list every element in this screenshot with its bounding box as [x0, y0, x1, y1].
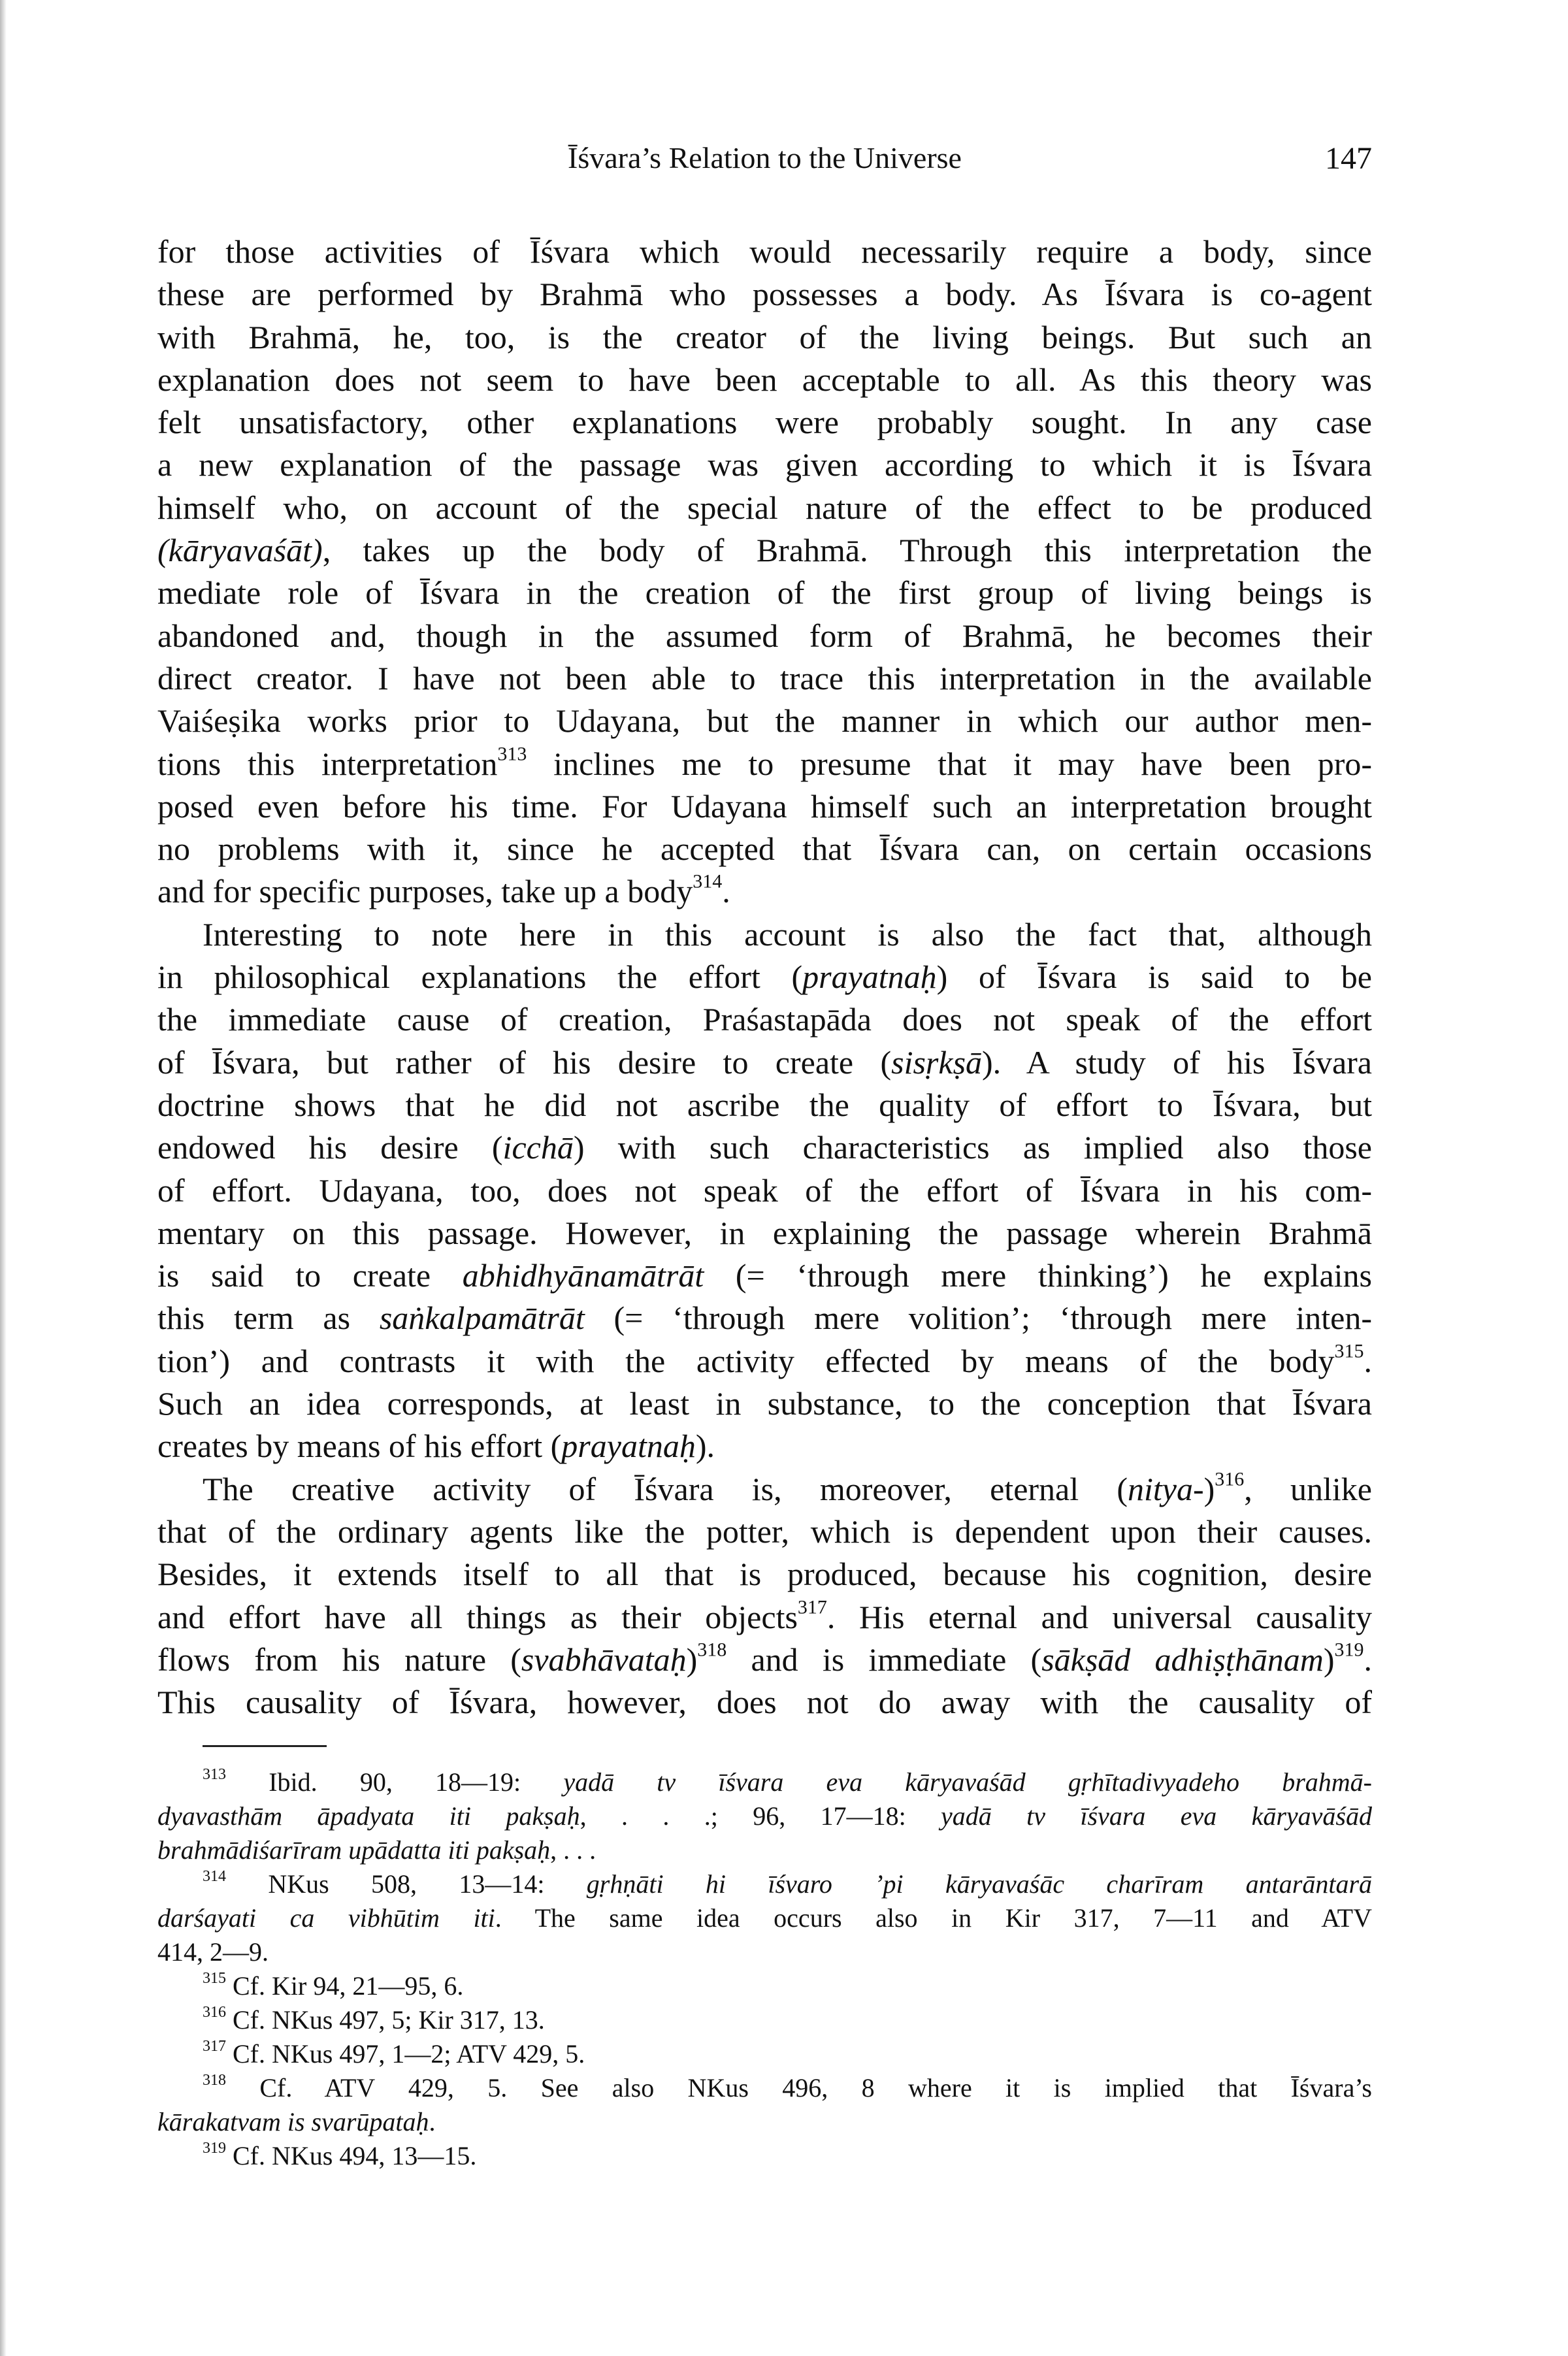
- text-run: Besides, it extends itself to all that is produced, because his cognition, desire: [157, 1556, 1372, 1593]
- paragraph-line: [157, 998, 1372, 1041]
- paragraph-line: [157, 913, 1372, 956]
- text-run: felt unsatisfactory, other explanations were probably sought. In any case: [157, 404, 1372, 441]
- text-run: ) with such characteristics as implied also those: [573, 1129, 1372, 1166]
- text-run: a new explanation of the passage was given according to which it is Īśvara: [157, 446, 1372, 483]
- footnote-line: [157, 1867, 1372, 1901]
- italic-run: svabhāvataḥ: [521, 1641, 687, 1678]
- footnote-line: [157, 2105, 1372, 2139]
- text-run: that of the ordinary agents like the potter, which is dependent upon their causes.: [157, 1513, 1372, 1550]
- text-run: , . . .: [550, 1835, 596, 1865]
- text-run: The creative activity of Īśvara is, moreover, eternal (: [203, 1470, 1128, 1507]
- italic-run: nitya-: [1128, 1470, 1204, 1507]
- paragraph-line: [157, 401, 1372, 444]
- text-run: for those activities of Īśvara which would necessarily require a body, since: [157, 233, 1372, 270]
- text-run: Such an idea corresponds, at least in substance, to the conception that Īśvara: [157, 1385, 1372, 1422]
- footnote-separator-rule: [203, 1745, 327, 1747]
- text-run: Cf. NKus 497, 5; Kir 317, 13.: [226, 2005, 545, 2035]
- text-run: 414, 2—9.: [157, 1937, 269, 1967]
- text-run: and for specific purposes, take up a body: [157, 873, 693, 910]
- paragraph-line: [157, 870, 1372, 913]
- text-run: , . . .; 96, 17—18:: [580, 1801, 941, 1831]
- footnote-ref: 316: [203, 2004, 226, 2021]
- italic-run: dyavasthām āpadyata iti pakṣaḥ: [157, 1801, 580, 1831]
- text-run: inclines me to presume that it may have been pro-: [527, 745, 1372, 782]
- text-run: of Īśvara, but rather of his desire to create (: [157, 1043, 892, 1081]
- text-run: ): [1323, 1641, 1335, 1678]
- running-header: [157, 140, 1372, 184]
- footnote-ref: 313: [203, 1766, 226, 1783]
- footnote: [157, 1867, 1372, 1969]
- running-title: Īśvara’s Relation to the Universe: [568, 141, 962, 174]
- paragraph-line: [157, 1170, 1372, 1212]
- footnote-ref: 318: [203, 2072, 226, 2089]
- text-run: and effort have all things as their objects: [157, 1598, 798, 1635]
- footnote-line: [157, 1765, 1372, 1799]
- text-run: no problems with it, since he accepted that Īśvara can, on certain occasions: [157, 830, 1372, 868]
- footnote: [157, 1969, 1372, 2003]
- text-run: doctrine shows that he did not ascribe the quality of effort to Īśvara, but: [157, 1086, 1372, 1123]
- text-run: tions this interpretation: [157, 745, 498, 782]
- footnote: [157, 2037, 1372, 2071]
- text-run: with Brahmā, he, too, is the creator of the living beings. But such an: [157, 318, 1372, 355]
- paragraph-line: [157, 700, 1372, 742]
- page-number: 147: [1325, 141, 1372, 176]
- footnote: [157, 2071, 1372, 2139]
- text-run: ). A study of his Īśvara: [982, 1043, 1372, 1081]
- paragraph-line: [157, 1553, 1372, 1595]
- italic-run: yadā tv īśvara eva kāryavaśād gṛhītadivyadeho brahmā-: [563, 1767, 1372, 1797]
- text-run: Vaiśeṣika works prior to Udayana, but the manner in which our author men-: [157, 702, 1372, 740]
- italic-run: abhidhyānamātrāt: [462, 1257, 704, 1294]
- paragraph-line: [157, 743, 1372, 785]
- text-run: . The same idea occurs also in Kir 317, 7—11 and ATV: [495, 1903, 1372, 1933]
- footnote-line: [157, 1935, 1372, 1969]
- text-run: direct creator. I have not been able to trace this interpretation in the available: [157, 659, 1372, 696]
- text-run: , unlike: [1244, 1470, 1372, 1507]
- italic-run: (kāryavaśāt): [157, 532, 323, 569]
- paragraph-line: [157, 359, 1372, 401]
- text-run: is said to create: [157, 1257, 463, 1294]
- italic-run: gṛhṇāti hi īśvaro ’pi kāryavaśāc charīram antarāntarā: [586, 1869, 1372, 1899]
- paragraph-line: [157, 1596, 1372, 1639]
- text-run: endowed his desire (: [157, 1129, 503, 1166]
- paragraph-line: [157, 529, 1372, 572]
- text-run: these are performed by Brahmā who possesses a body. As Īśvara is co-agent: [157, 276, 1372, 313]
- text-run: ).: [695, 1428, 715, 1465]
- paragraph-line: [157, 1383, 1372, 1425]
- text-run: himself who, on account of the special nature of the effect to be produced: [157, 489, 1372, 526]
- footnote-line: [157, 2003, 1372, 2037]
- body-text: [157, 231, 1372, 1724]
- paragraph-line: [157, 956, 1372, 998]
- footnote: [157, 2139, 1372, 2173]
- italic-run: icchā: [502, 1129, 574, 1166]
- paragraph-line: [157, 1425, 1372, 1467]
- footnote-ref: 313: [497, 743, 527, 765]
- paragraph-line: [157, 1041, 1372, 1084]
- italic-run: sākṣād adhiṣṭhānam: [1041, 1641, 1324, 1678]
- paragraph-line: [157, 1084, 1372, 1126]
- text-run: in philosophical explanations the effort (: [157, 958, 803, 996]
- paragraph-line: [157, 444, 1372, 486]
- paragraph-line: [157, 273, 1372, 316]
- text-run: posed even before his time. For Udayana himself such an interpretation brought: [157, 787, 1372, 825]
- paragraph-line: [157, 615, 1372, 657]
- paragraph-line: [157, 657, 1372, 700]
- text-run: explanation does not seem to have been acceptable to all. As this theory was: [157, 361, 1372, 398]
- paragraph: [157, 231, 1372, 913]
- paragraph-line: [157, 1340, 1372, 1383]
- text-run: .: [1364, 1641, 1372, 1678]
- text-run: creates by means of his effort (: [157, 1428, 562, 1465]
- text-run: flows from his nature (: [157, 1641, 521, 1678]
- footnote-line: [157, 1901, 1372, 1935]
- text-run: .: [722, 873, 730, 910]
- italic-run: prayatnaḥ: [561, 1428, 696, 1465]
- italic-run: prayatnaḥ: [802, 958, 937, 996]
- italic-run: sisṛkṣā: [891, 1043, 983, 1081]
- paragraph-line: [157, 1212, 1372, 1254]
- text-run: Cf. NKus 497, 1—2; ATV 429, 5.: [226, 2039, 585, 2069]
- text-run: .: [429, 2107, 436, 2136]
- footnote-ref: 315: [203, 1970, 226, 1987]
- paragraph-line: [157, 1126, 1372, 1169]
- paragraph-line: [157, 828, 1372, 870]
- footnote-line: [157, 1969, 1372, 2003]
- footnote-ref: 317: [797, 1596, 827, 1618]
- paragraph-line: [157, 1681, 1372, 1724]
- paragraph-line: [157, 785, 1372, 828]
- footnote-ref: 314: [203, 1868, 226, 1885]
- text-run: of effort. Udayana, too, does not speak of the effort of Īśvara in his com-: [157, 1171, 1372, 1209]
- italic-run: kārakatvam is svarūpataḥ: [157, 2107, 429, 2136]
- footnote: [157, 1765, 1372, 1867]
- paragraph-line: [157, 487, 1372, 529]
- text-run: Ibid. 90, 18—19:: [226, 1767, 564, 1797]
- footnote-line: [157, 2037, 1372, 2071]
- footnote-ref: 318: [697, 1639, 727, 1661]
- text-run: This causality of Īśvara, however, does not do away with the causality of: [157, 1684, 1372, 1721]
- text-run: Interesting to note here in this account is also the fact that, although: [203, 915, 1372, 953]
- footnote-ref: 314: [693, 870, 723, 892]
- text-run: mentary on this passage. However, in explaining the passage wherein Brahmā: [157, 1214, 1372, 1251]
- footnote-ref: 317: [203, 2038, 226, 2055]
- paragraph: [157, 913, 1372, 1468]
- text-run: .: [1364, 1342, 1372, 1379]
- text-run: tion’) and contrasts it with the activity effected by means of the body: [157, 1342, 1335, 1379]
- text-run: ) of Īśvara is said to be: [936, 958, 1372, 996]
- text-run: . His eternal and universal causality: [826, 1598, 1372, 1635]
- paragraph-line: [157, 572, 1372, 614]
- text-run: Cf. ATV 429, 5. See also NKus 496, 8 where it is implied that Īśvara’s: [226, 2073, 1372, 2102]
- text-run: ): [686, 1641, 698, 1678]
- footnote-ref: 315: [1334, 1340, 1364, 1362]
- text-run: ): [1203, 1470, 1215, 1507]
- paragraph-line: [157, 231, 1372, 273]
- footnote-ref: 316: [1215, 1468, 1245, 1490]
- text-run: , takes up the body of Brahmā. Through this interpretation the: [322, 532, 1372, 569]
- text-run: (= ‘through mere thinking’) he explains: [704, 1257, 1372, 1294]
- italic-run: darśayati ca vibhūtim iti: [157, 1903, 495, 1933]
- text-run: NKus 508, 13—14:: [226, 1869, 587, 1899]
- italic-run: brahmādiśarīram upādatta iti pakṣaḥ: [157, 1835, 551, 1865]
- text-run: mediate role of Īśvara in the creation of the first group of living beings is: [157, 574, 1372, 612]
- paragraph: [157, 1468, 1372, 1724]
- paragraph-line: [157, 1254, 1372, 1297]
- footnote-line: [157, 1799, 1372, 1833]
- footnote-ref: 319: [203, 2140, 226, 2157]
- text-run: Cf. Kir 94, 21—95, 6.: [226, 1971, 464, 2001]
- footnote-line: [157, 2071, 1372, 2105]
- paragraph-line: [157, 1639, 1372, 1681]
- paragraph-line: [157, 316, 1372, 359]
- italic-run: saṅkalpamātrāt: [379, 1300, 585, 1337]
- footnote-line: [157, 1833, 1372, 1867]
- paragraph-line: [157, 1297, 1372, 1339]
- italic-run: yadā tv īśvara eva kāryavāśād: [941, 1801, 1372, 1831]
- paragraph-line: [157, 1468, 1372, 1511]
- text-run: and is immediate (: [727, 1641, 1042, 1678]
- text-run: Cf. NKus 494, 13—15.: [226, 2141, 477, 2170]
- scan-edge-shadow: [0, 0, 7, 2356]
- text-run: this term as: [157, 1300, 380, 1337]
- text-run: (= ‘through mere volition’; ‘through mere inten-: [584, 1300, 1372, 1337]
- text-run: abandoned and, though in the assumed form of Brahmā, he becomes their: [157, 617, 1372, 654]
- footnotes: [157, 1765, 1372, 2173]
- footnote-line: [157, 2139, 1372, 2173]
- paragraph-line: [157, 1511, 1372, 1553]
- text-run: the immediate cause of creation, Praśastapāda does not speak of the effort: [157, 1001, 1372, 1038]
- footnote: [157, 2003, 1372, 2037]
- footnote-ref: 319: [1334, 1639, 1364, 1661]
